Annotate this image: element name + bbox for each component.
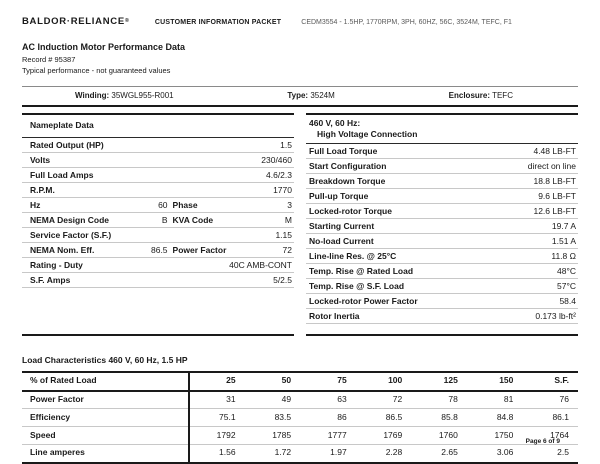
cell-value: 1750	[467, 427, 523, 445]
row-label: Power Factor	[22, 391, 189, 409]
row-label: NEMA Nom. Eff.	[30, 244, 95, 255]
row-value: 40C AMB-CONT	[229, 259, 292, 270]
table-row	[22, 183, 294, 198]
load-characteristics-section	[22, 355, 578, 464]
cell-value: 86	[300, 409, 356, 427]
row-value: direct on line	[527, 160, 576, 171]
nameplate-table-header	[22, 115, 294, 138]
row-label: Full Load Torque	[309, 145, 378, 156]
table-row	[22, 138, 294, 153]
row-label: Breakdown Torque	[309, 175, 386, 186]
table-row	[306, 234, 578, 249]
winding-value: 35WGL955-R001	[111, 90, 174, 100]
table-row	[306, 174, 578, 189]
cell-value: 84.8	[467, 409, 523, 427]
row-label: Rated Output (HP)	[30, 139, 104, 150]
column-header: 50	[245, 372, 301, 391]
row-value: 12.6 LB-FT	[533, 205, 576, 216]
row-label: No-load Current	[309, 235, 374, 246]
cell-value: 72	[356, 391, 412, 409]
table-row	[306, 144, 578, 159]
table-row	[306, 279, 578, 294]
type-field	[207, 91, 392, 100]
title-block	[22, 42, 578, 77]
table-row	[306, 219, 578, 234]
table-row	[22, 228, 294, 243]
row-label: Pull-up Torque	[309, 190, 369, 201]
cell-value: 78	[411, 391, 467, 409]
high-voltage-table	[306, 113, 578, 336]
column-header: 75	[300, 372, 356, 391]
row-value: M	[284, 214, 292, 225]
load-characteristics-title: Load Characteristics 460 V, 60 Hz, 1.5 HP	[22, 354, 188, 365]
column-header: 125	[411, 372, 467, 391]
row-second-label: Phase	[172, 199, 198, 210]
row-value: 5/2.5	[273, 274, 292, 285]
cell-value: 2.5	[557, 447, 569, 458]
row-label: Starting Current	[309, 220, 375, 231]
table-row	[306, 249, 578, 264]
cell-value: 85.8	[411, 409, 467, 427]
load-characteristics-table	[22, 371, 578, 464]
page-title: AC Induction Motor Performance Data	[22, 42, 186, 52]
row-value: 1.51 A	[551, 235, 576, 246]
enclosure-field	[393, 91, 578, 100]
cell-value: 86.5	[356, 409, 412, 427]
row-label: Line-line Res. @ 25°C	[309, 250, 397, 261]
registered-mark-icon: ®	[124, 18, 129, 24]
table-row	[306, 264, 578, 279]
table-row	[22, 391, 578, 409]
document-header	[22, 16, 578, 27]
row-mid-value: 86.5	[150, 244, 168, 255]
table-row	[306, 309, 578, 324]
row-label: Locked-rotor Torque	[309, 205, 392, 216]
logo-text: BALDOR·RELIANCE	[22, 16, 125, 27]
row-value: 0.173 lb-ft²	[535, 310, 576, 321]
cell-value: 1.56	[189, 444, 245, 462]
table-spacer	[306, 324, 578, 334]
table-bottom-rule	[306, 334, 578, 336]
table-row	[306, 159, 578, 174]
type-label: Type:	[287, 90, 309, 100]
cell-value: 3.06	[496, 447, 514, 458]
cell-value: 2.65	[441, 447, 458, 458]
table-row	[306, 189, 578, 204]
column-header: 150	[467, 372, 523, 391]
high-voltage-table-header	[306, 115, 578, 144]
row-label: Locked-rotor Power Factor	[309, 295, 418, 306]
table-spacer	[22, 288, 294, 334]
table-bottom-rule	[22, 334, 294, 336]
winding-label: Winding:	[75, 90, 110, 100]
row-value: 4.48 LB-FT	[533, 145, 576, 156]
row-label: NEMA Design Code	[30, 214, 110, 225]
column-header: 25	[189, 372, 245, 391]
row-label: R.P.M.	[30, 184, 55, 195]
row-label: Temp. Rise @ Rated Load	[309, 265, 414, 276]
row-label: Line amperes	[30, 447, 85, 458]
row-value: 72	[282, 244, 292, 255]
cell-value: 86.1	[522, 409, 578, 427]
cell-value: 83.5	[245, 409, 301, 427]
row-label: Hz	[30, 199, 41, 210]
table-header-row	[22, 372, 578, 391]
enclosure-value: TEFC	[492, 90, 513, 100]
cell-value: 1.72	[274, 447, 292, 458]
column-header: S.F.	[522, 372, 578, 391]
table-row	[22, 153, 294, 168]
row-value: 19.7 A	[551, 220, 576, 231]
cell-value: 1777	[300, 427, 356, 445]
product-description: CEDM3554 - 1.5HP, 1770RPM, 3PH, 60HZ, 56C, 3524M, TEFC, F1	[301, 19, 512, 26]
row-value: 1.15	[275, 229, 292, 240]
cell-value: 1764	[522, 427, 578, 445]
row-second-label: KVA Code	[172, 214, 214, 225]
column-header: % of Rated Load	[22, 372, 189, 391]
row-label: Rotor Inertia	[309, 310, 360, 321]
row-label: Start Configuration	[309, 160, 387, 171]
row-value: 3	[287, 199, 292, 210]
cell-value: 1760	[411, 427, 467, 445]
page-number: Page 6 of 9	[525, 438, 560, 445]
cell-value: 63	[300, 391, 356, 409]
table-row	[306, 204, 578, 219]
table-row	[22, 198, 294, 213]
cell-value: 1.97	[330, 447, 347, 458]
row-value: 48°C	[557, 265, 576, 276]
table-row	[22, 427, 578, 445]
baldor-reliance-logo	[22, 16, 129, 27]
hv-header-line1: 460 V, 60 Hz:	[309, 117, 361, 128]
row-value: 11.8 Ω	[551, 250, 576, 261]
row-value: 1770	[273, 184, 292, 195]
row-value: 57°C	[557, 280, 576, 291]
packet-title: CUSTOMER INFORMATION PACKET	[154, 19, 282, 26]
row-value: 18.8 LB-FT	[533, 175, 576, 186]
cell-value: 1792	[189, 427, 245, 445]
table-row	[22, 243, 294, 258]
row-value: 1.5	[280, 139, 292, 150]
table-row	[22, 168, 294, 183]
row-value: 4.6/2.3	[266, 169, 292, 180]
table-row	[22, 213, 294, 228]
row-mid-value: B	[161, 214, 168, 225]
row-mid-value: 60	[158, 199, 168, 210]
nameplate-header-text: Nameplate Data	[30, 119, 94, 130]
cell-value: 1769	[356, 427, 412, 445]
row-second-label: Power Factor	[172, 244, 227, 255]
cell-value: 1785	[245, 427, 301, 445]
table-row	[22, 409, 578, 427]
nameplate-table	[22, 113, 294, 336]
cell-value: 75.1	[189, 409, 245, 427]
table-row	[22, 258, 294, 273]
winding-bar	[22, 86, 578, 107]
performance-note: Typical performance - not guaranteed values	[22, 66, 171, 76]
row-value: 230/460	[261, 154, 292, 165]
row-value: 9.6 LB-FT	[538, 190, 576, 201]
cell-value: 31	[189, 391, 245, 409]
winding-field	[22, 91, 207, 100]
row-label: Temp. Rise @ S.F. Load	[309, 280, 405, 291]
cell-value: 49	[245, 391, 301, 409]
row-label: Full Load Amps	[30, 169, 94, 180]
enclosure-label: Enclosure:	[448, 90, 490, 100]
nameplate-section	[22, 113, 578, 336]
table-row	[22, 444, 578, 462]
hv-header-line2: High Voltage Connection	[317, 128, 418, 139]
type-value: 3524M	[310, 90, 335, 100]
row-label: Speed	[22, 427, 189, 445]
row-label: Volts	[30, 154, 51, 165]
cell-value: 2.28	[385, 447, 403, 458]
row-label: S.F. Amps	[30, 274, 71, 285]
row-value: 58.4	[559, 295, 576, 306]
column-header: 100	[356, 372, 412, 391]
table-row	[306, 294, 578, 309]
cell-value: 76	[522, 391, 578, 409]
record-number: Record # 95387	[22, 55, 76, 64]
cell-value: 81	[467, 391, 523, 409]
table-row	[22, 273, 294, 288]
row-label: Efficiency	[22, 409, 189, 427]
row-label: Service Factor (S.F.)	[30, 229, 112, 240]
row-label: Rating - Duty	[30, 259, 83, 270]
